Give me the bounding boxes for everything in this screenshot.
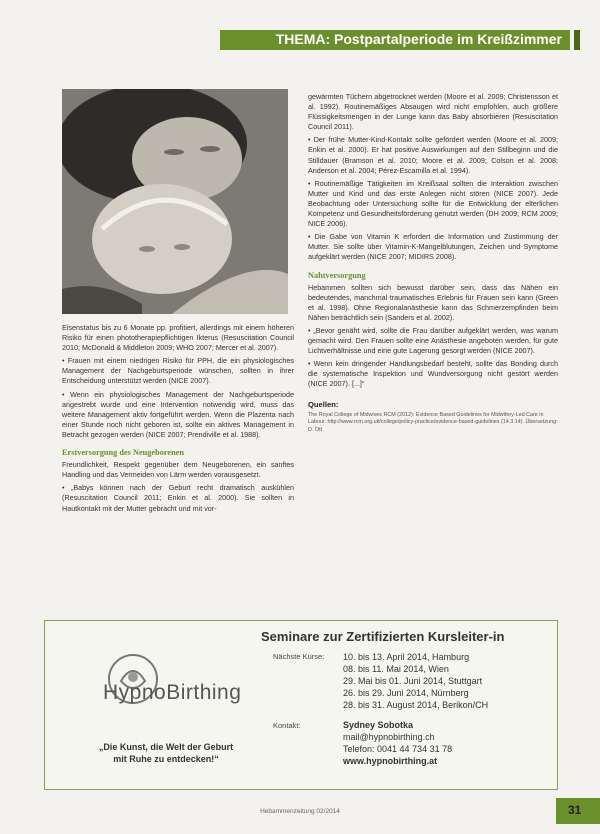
slogan-line: mit Ruhe zu entdecken!“ [113,754,219,764]
bullet-item: • Routinemäßige Tätigkeiten im Kreißsaal sollten die Interaktion zwischen Mutter und Kind und das erste Anlegen nicht stören (NICE 2007). Jede Beobachtung oder Untersuchung sollte für die Entwicklung der elterlichen Kompetenz und Gesundheitsförderung genutzt werden (DH 2009; RCM 2009; NICE 2006). [308,179,558,229]
next-courses-label: Nächste Kurse: [273,652,325,661]
course-date: 29. Mai bis 01. Juni 2014, Stuttgart [343,676,483,686]
subheading-newborn-care: Erstversorgung des Neugeborenen [62,448,184,458]
continued-paragraph: gewärmten Tüchern abgetrocknet werden (Moore et al. 2009; Christensson et al. 1992). Routinemäßiges Absaugen wird nicht empfohlen, auch größere Flüssigkeitsmengen in der Lunge kann das Baby absorbieren (Resuscitation Council 2011). [308,92,558,132]
ad-title: Seminare zur Zertifizierten Kursleiter-in [261,629,505,644]
header-stripe [574,30,580,50]
header-bar [220,30,570,50]
bullet-item: • Wenn kein dringender Handlungsbedarf besteht, sollte das Bonding durch die systematische Inspektion und Wundversorgung nicht gestört werden (NICE 2007). [...]“ [308,359,558,389]
contact-email[interactable]: mail@hypnobirthing.ch [343,732,435,742]
course-date: 26. bis 29. Juni 2014, Nürnberg [343,688,469,698]
bullet-item: • „Babys können nach der Geburt recht dramatisch auskühlen (Resuscitation Council 2011; Enkin et al. 2000). Sie sollten in Hautkontakt mit der Mutter gebracht und mit vor- [62,483,294,513]
right-column [308,92,558,435]
contact-label: Kontakt: [273,721,301,730]
left-column [62,323,294,517]
subheading-suturing: Nahtversorgung [308,270,366,280]
ad-slogan [61,741,271,765]
slogan-line: „Die Kunst, die Welt der Geburt [98,742,234,752]
course-date: 08. bis 11. Mai 2014, Wien [343,664,449,674]
section-title: THEMA: Postpartalperiode im Kreißzimmer [275,31,562,47]
page-number: 31 [568,803,582,817]
sources-heading: Quellen: [308,399,339,409]
contact-details [343,719,452,767]
bullet-item: • Wenn ein physiologisches Management der Nachgeburtsperiode angestrebt wurde und eine Intervention notwendig wird, muss das weitere Management aktiv fortgeführt werden. Wenn die Plazenta nach einer Stunde noch nicht geboren ist, sollte ein aktives Management in Betracht gezogen werden (NICE 2007; Prendiville et al. 1988). [62,390,294,440]
seminar-advertisement [44,620,558,790]
bullet-item: • Der frühe Mutter-Kind-Kontakt sollte gefördert werden (Moore et al. 2009; Enkin et al. 2000). Er hat positive Auswirkungen auf den Stillbeginn und die Stilldauer (Bramson et al. 2010; Moore et al. 2009; Colson et al. 2008; Anderson et al. 2004; Pérez-Escamilla et al. 1994). [308,135,558,175]
mother-baby-photo [62,89,288,314]
contact-phone: Telefon: 0041 44 734 31 78 [343,744,453,754]
bullet-item: • Frauen mit einem niedrigen Risiko für PPH, die ein physiologisches Management der Nachgeburtsperiode wünschen, sollten in ihrer Entscheidung unterstützt werden (NICE 2007). [62,356,294,386]
photo-illustration [62,89,288,314]
contact-name: Sydney Sobotka [343,720,414,730]
intro-paragraph: Eisenstatus bis zu 6 Monate pp. profitiert, allerdings mit einem höheren Risiko für einen phototherapiepflichtigen Ikterus (Resuscitation Council 2010; McDonald & Middleton 2009; WHO 2007; Mercer et al. 2007). [62,323,294,353]
newborn-care-text: Freundlichkeit, Respekt gegenüber dem Neugeborenen, ein sanftes Handling und das Vermeiden von Lärm werden vorausgesetzt. [62,460,294,480]
hypnobirthing-logo [55,643,255,733]
suturing-text: Hebammen sollten sich bewusst darüber sein, dass das Nähen ein bedeutendes, manchmal traumatisches Erlebnis für Frauen sein kann (Green et al. 1998). Ohne Regionalanästhesie kann das Schmerzempfinden beim Nähen beträchtlich sein (Sanders et al. 2002). [308,282,558,322]
contact-website[interactable]: www.hypnobirthing.at [343,756,438,766]
logo-text: HypnoBirthing [103,681,242,704]
footer-publication: Hebammenzeitung 02/2014 [260,808,340,815]
sources-text: The Royal College of Midwives RCM (2012): Evidence Based Guidelines for Midwifery-Led Care in Labour. http://www.rcm.org.uk/college/policy-practice/evidence-based-guidelines (14.3.14). Übersetzung: D. Ott [308,411,558,434]
course-date: 28. bis 31. August 2014, Berikon/CH [343,700,489,710]
bullet-item: • „Bevor genäht wird, sollte die Frau darüber aufgeklärt werden, was warum gemacht wird. Den Frauen sollte eine Anästhesie angeboten werden, für gute Lichtverhältnisse und eine gute Lagerung gesorgt werden (NICE 2007). [308,326,558,356]
bullet-item: • Die Gabe von Vitamin K erfordert die Information und Zustimmung der Mutter. Sie sollte über Vitamin-K-Mangelblutungen, Zeichen und Symptome aufgeklärt werden (NICE 2007; MIDIRS 2008). [308,232,558,262]
course-date: 10. bis 13. April 2014, Hamburg [343,652,470,662]
course-dates-list [343,651,488,711]
